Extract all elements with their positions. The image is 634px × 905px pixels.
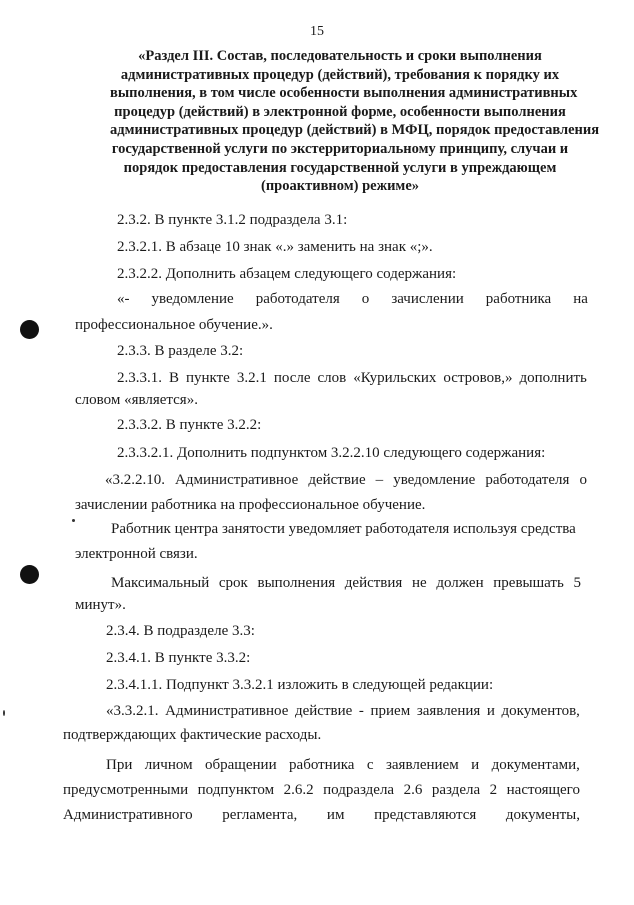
- word: превышать: [493, 575, 564, 591]
- word: о: [579, 472, 587, 488]
- word: 2.3.3.1.: [117, 370, 162, 386]
- word: -: [358, 703, 364, 719]
- word: дополнить: [519, 370, 587, 386]
- word: уведомление: [151, 291, 234, 307]
- word: не: [411, 575, 427, 591]
- paragraph-end: зачислении работника на профессиональное обучение.: [75, 497, 426, 513]
- paragraph-justified: [105, 471, 587, 489]
- paragraph-end: профессиональное обучение.».: [75, 317, 273, 333]
- paragraph: 2.3.3.2. В пункте 3.2.2:: [117, 417, 262, 433]
- binder-hole: [20, 320, 39, 339]
- heading-line: порядок предоставления государственной услуги в упреждающем: [123, 159, 557, 176]
- paragraph-justified: [63, 781, 580, 799]
- word: раздела: [431, 782, 481, 798]
- page-number: 15: [310, 24, 324, 39]
- word: работодателя: [255, 291, 340, 307]
- heading-line: государственной услуги по экстерриториальному принципу, случаи и: [111, 140, 569, 157]
- word: Административное: [175, 472, 299, 488]
- word: «-: [117, 291, 130, 307]
- word: представляются: [374, 807, 477, 823]
- paragraph-justified: [117, 369, 587, 387]
- word: действия: [344, 575, 403, 591]
- word: действие: [294, 703, 353, 719]
- word: При: [106, 757, 133, 773]
- word: работника: [289, 757, 355, 773]
- word: прием: [370, 703, 411, 719]
- heading-line: административных процедур (действий) в МФЦ, порядок предоставления: [110, 122, 600, 139]
- heading-line: процедур (действий) в электронной форме, особенности выполнения: [114, 103, 566, 120]
- word: о: [361, 291, 370, 307]
- word: подраздела: [323, 782, 395, 798]
- word: «Курильских: [353, 370, 437, 386]
- heading-line: (проактивном) режиме»: [261, 178, 419, 195]
- word: 2: [489, 782, 498, 798]
- word: Административного: [63, 807, 193, 823]
- word: В: [168, 370, 179, 386]
- paragraph-end: электронной связи.: [75, 546, 198, 562]
- word: выполнения: [257, 575, 336, 591]
- word: документы,: [505, 807, 580, 823]
- word: 3.2.1: [236, 370, 267, 386]
- paragraph-end: минут».: [75, 597, 126, 613]
- word: «3.2.2.10.: [105, 472, 165, 488]
- word: работника: [485, 291, 552, 307]
- paragraph: 2.3.2.2. Дополнить абзацем следующего содержания:: [117, 266, 457, 282]
- word: –: [375, 472, 384, 488]
- word: личном: [144, 757, 193, 773]
- word: Административное: [165, 703, 289, 719]
- scan-speck: [3, 710, 5, 716]
- word: срок: [218, 575, 248, 591]
- word: уведомление: [393, 472, 476, 488]
- word: заявления: [416, 703, 481, 719]
- word: зачислении: [391, 291, 464, 307]
- paragraph: 2.3.4.1. В пункте 3.3.2:: [106, 650, 251, 666]
- word: на: [573, 291, 588, 307]
- word: «3.3.2.1.: [106, 703, 159, 719]
- heading-line: административных процедур (действий), требования к порядку их: [120, 66, 560, 83]
- section-heading: [110, 47, 600, 196]
- word: должен: [436, 575, 484, 591]
- word: работодателя: [485, 472, 570, 488]
- paragraph: 2.3.3.2.1. Дополнить подпунктом 3.2.2.10 следующего содержания:: [117, 445, 546, 461]
- word: регламента,: [222, 807, 298, 823]
- scan-speck: [72, 519, 75, 522]
- word: слов: [317, 370, 347, 386]
- paragraph-end: подтверждающих фактические расходы.: [63, 727, 322, 743]
- word: заявлением: [385, 757, 459, 773]
- paragraph-justified: [106, 756, 580, 774]
- word: Максимальный: [111, 575, 210, 591]
- paragraph: Работник центра занятости уведомляет работодателя используя средства: [111, 521, 576, 537]
- word: 2.6.2: [283, 782, 314, 798]
- word: документов,: [501, 703, 580, 719]
- word: после: [273, 370, 311, 386]
- word: и: [486, 703, 495, 719]
- word: обращении: [205, 757, 277, 773]
- paragraph: 2.3.2.1. В абзаце 10 знак «.» заменить на знак «;».: [117, 239, 433, 255]
- heading-line: «Раздел III. Состав, последовательность и сроки выполнения: [138, 48, 542, 64]
- word: 2.6: [403, 782, 423, 798]
- paragraph-justified: [111, 574, 581, 592]
- word: пункте: [185, 370, 230, 386]
- word: подпунктом: [197, 782, 275, 798]
- word: им: [326, 807, 345, 823]
- paragraph: 2.3.3. В разделе 3.2:: [117, 343, 244, 359]
- paragraph-justified: [63, 806, 580, 824]
- word: островов,»: [443, 370, 513, 386]
- paragraph-end: словом «является».: [75, 392, 198, 408]
- paragraph: 2.3.2. В пункте 3.1.2 подраздела 3.1:: [117, 212, 348, 228]
- heading-line: выполнения, в том числе особенности выполнения административных: [110, 85, 578, 102]
- word: документами,: [491, 757, 580, 773]
- paragraph: 2.3.4. В подразделе 3.3:: [106, 623, 255, 639]
- word: настоящего: [506, 782, 580, 798]
- paragraph-justified: [117, 290, 588, 308]
- binder-hole: [20, 565, 39, 584]
- word: предусмотренными: [63, 782, 189, 798]
- word: действие: [308, 472, 366, 488]
- paragraph: 2.3.4.1.1. Подпункт 3.3.2.1 изложить в следующей редакции:: [106, 677, 494, 693]
- word: и: [471, 757, 480, 773]
- word: 5: [573, 575, 581, 591]
- word: с: [366, 757, 374, 773]
- paragraph-justified: [106, 702, 580, 720]
